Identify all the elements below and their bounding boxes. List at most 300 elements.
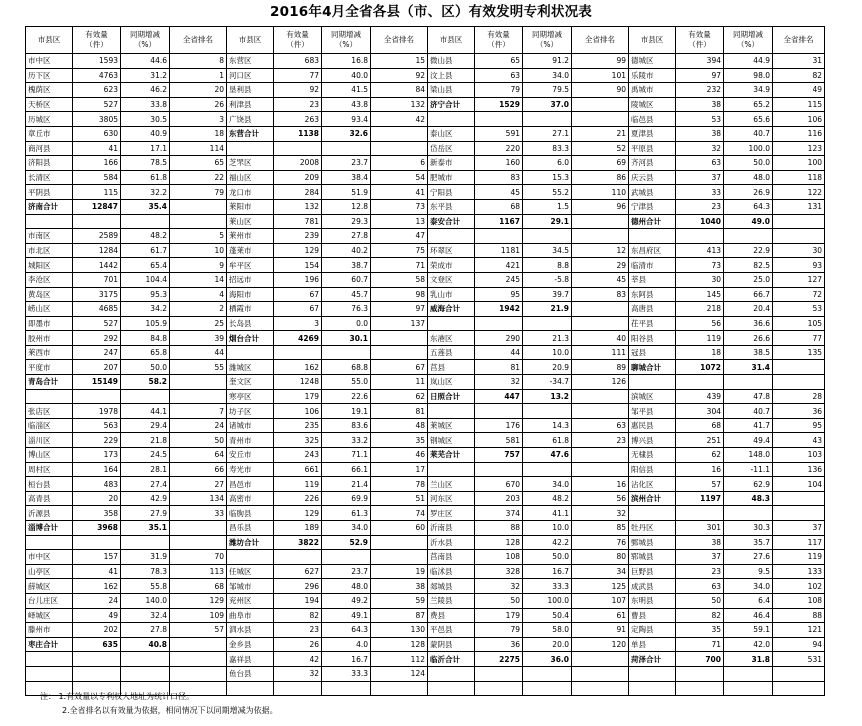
yoy-change: 44.1	[121, 404, 170, 419]
yoy-change: 140.0	[121, 593, 170, 608]
yoy-change: 40.9	[121, 126, 170, 141]
province-rank: 103	[773, 448, 825, 463]
province-rank: 70	[170, 550, 227, 565]
yoy-change: 16.7	[322, 652, 371, 667]
county-name: 莱芜合计	[428, 448, 475, 463]
valid-count: 683	[274, 54, 322, 69]
province-rank: 99	[572, 54, 629, 69]
valid-count: 82	[274, 608, 322, 623]
county-name: 奎文区	[227, 375, 274, 390]
county-name	[629, 229, 676, 244]
table-row	[26, 360, 825, 375]
yoy-change: 93.4	[322, 112, 371, 127]
county-name	[629, 375, 676, 390]
county-name: 市北区	[26, 243, 73, 258]
yoy-change: 105.9	[121, 316, 170, 331]
valid-count: 95	[475, 287, 523, 302]
valid-count: 62	[676, 448, 724, 463]
table-row	[26, 287, 825, 302]
yoy-change: 79.5	[523, 83, 572, 98]
table-row	[26, 185, 825, 200]
valid-count: 301	[676, 521, 724, 536]
column-header: 市县区	[227, 27, 274, 54]
yoy-change: 50.0	[121, 360, 170, 375]
valid-count: 226	[274, 491, 322, 506]
valid-count: 37	[676, 170, 724, 185]
valid-count: 229	[73, 433, 121, 448]
valid-count: 82	[676, 608, 724, 623]
valid-count: 179	[475, 608, 523, 623]
province-rank	[371, 141, 428, 156]
county-name: 泰安合计	[428, 214, 475, 229]
yoy-change: 83.3	[523, 141, 572, 156]
county-name: 茌平县	[629, 316, 676, 331]
yoy-change: 29.4	[121, 418, 170, 433]
county-name	[428, 681, 475, 696]
province-rank: 33	[170, 506, 227, 521]
column-header: 同期增减 （%）	[322, 27, 371, 54]
table-row	[26, 608, 825, 623]
yoy-change: 30.5	[121, 112, 170, 127]
county-name: 诸城市	[227, 418, 274, 433]
province-rank: 106	[773, 112, 825, 127]
page-title: 2016年4月全省各县（市、区）有效发明专利状况表	[270, 4, 592, 20]
county-name: 禹城市	[629, 83, 676, 98]
yoy-change: 23.7	[322, 156, 371, 171]
table-row	[26, 214, 825, 229]
county-name: 陵城区	[629, 97, 676, 112]
county-name: 市中区	[26, 550, 73, 565]
yoy-change: 44.6	[121, 54, 170, 69]
yoy-change: 98.0	[724, 68, 773, 83]
valid-count	[475, 462, 523, 477]
county-name: 蓬莱市	[227, 243, 274, 258]
yoy-change: 29.1	[523, 214, 572, 229]
note-2: 2.全省排名以有效量为依据，相同情况下以同期增减为依据。	[62, 706, 278, 715]
county-name: 夏津县	[629, 126, 676, 141]
valid-count: 92	[274, 83, 322, 98]
yoy-change: 49.2	[322, 593, 371, 608]
county-name: 广饶县	[227, 112, 274, 127]
county-name: 平邑县	[428, 623, 475, 638]
province-rank: 65	[170, 156, 227, 171]
county-name	[428, 316, 475, 331]
county-name: 济阳县	[26, 156, 73, 171]
province-rank: 23	[572, 433, 629, 448]
county-name	[428, 404, 475, 419]
county-name	[428, 229, 475, 244]
county-name: 峄城区	[26, 608, 73, 623]
county-name: 山亭区	[26, 564, 73, 579]
yoy-change: 27.6	[724, 550, 773, 565]
table-row	[26, 97, 825, 112]
county-name: 东昌府区	[629, 243, 676, 258]
province-rank: 129	[170, 593, 227, 608]
table-row	[26, 462, 825, 477]
province-rank	[572, 448, 629, 463]
county-name: 临清市	[629, 258, 676, 273]
valid-count: 41	[73, 564, 121, 579]
table-row	[26, 535, 825, 550]
province-rank: 31	[773, 54, 825, 69]
province-rank: 32	[572, 506, 629, 521]
valid-count: 38	[676, 535, 724, 550]
province-rank: 80	[572, 550, 629, 565]
valid-count: 35	[676, 623, 724, 638]
county-name: 槐荫区	[26, 83, 73, 98]
county-name: 崂山区	[26, 302, 73, 317]
valid-count	[73, 535, 121, 550]
province-rank: 73	[371, 199, 428, 214]
yoy-change: 21.9	[523, 302, 572, 317]
table-row	[26, 199, 825, 214]
valid-count: 284	[274, 185, 322, 200]
yoy-change: 22.6	[322, 389, 371, 404]
county-name: 青州市	[227, 433, 274, 448]
table-row	[26, 141, 825, 156]
yoy-change: 68.8	[322, 360, 371, 375]
yoy-change: 61.7	[121, 243, 170, 258]
valid-count: 232	[676, 83, 724, 98]
yoy-change: 76.3	[322, 302, 371, 317]
province-rank: 60	[371, 521, 428, 536]
yoy-change: 47.6	[523, 448, 572, 463]
province-rank: 62	[371, 389, 428, 404]
county-name: 枣庄合计	[26, 637, 73, 652]
province-rank	[170, 199, 227, 214]
yoy-change	[523, 462, 572, 477]
province-rank: 37	[773, 521, 825, 536]
valid-count: 162	[274, 360, 322, 375]
county-name: 阳谷县	[629, 331, 676, 346]
county-name: 商河县	[26, 141, 73, 156]
county-name	[629, 506, 676, 521]
province-rank	[773, 666, 825, 681]
valid-count: 563	[73, 418, 121, 433]
table-row	[26, 623, 825, 638]
yoy-change: 61.8	[523, 433, 572, 448]
province-rank: 6	[371, 156, 428, 171]
yoy-change: 41.1	[523, 506, 572, 521]
county-name: 临沂合计	[428, 652, 475, 667]
valid-count: 164	[73, 462, 121, 477]
yoy-change: 34.2	[121, 302, 170, 317]
county-name: 高唐县	[629, 302, 676, 317]
county-name: 牟平区	[227, 258, 274, 273]
county-name: 芝罘区	[227, 156, 274, 171]
yoy-change	[121, 535, 170, 550]
province-rank: 86	[572, 170, 629, 185]
province-rank: 47	[371, 229, 428, 244]
valid-count	[274, 550, 322, 565]
county-name: 利津县	[227, 97, 274, 112]
county-name: 滨州合计	[629, 491, 676, 506]
county-name: 栖霞市	[227, 302, 274, 317]
yoy-change: 65.6	[724, 112, 773, 127]
valid-count: 23	[274, 97, 322, 112]
yoy-change: 33.8	[121, 97, 170, 112]
province-rank: 132	[371, 97, 428, 112]
valid-count: 132	[274, 199, 322, 214]
valid-count: 196	[274, 272, 322, 287]
valid-count: 106	[274, 404, 322, 419]
valid-count: 157	[73, 550, 121, 565]
yoy-change: 32.4	[121, 608, 170, 623]
province-rank	[170, 652, 227, 667]
county-name: 薛城区	[26, 579, 73, 594]
province-rank: 4	[170, 287, 227, 302]
valid-count: 2008	[274, 156, 322, 171]
province-rank	[572, 316, 629, 331]
valid-count: 119	[274, 477, 322, 492]
table-row	[26, 302, 825, 317]
column-header: 市县区	[26, 27, 73, 54]
province-rank: 77	[773, 331, 825, 346]
province-rank: 88	[773, 608, 825, 623]
province-rank: 46	[371, 448, 428, 463]
valid-count: 3822	[274, 535, 322, 550]
province-rank	[170, 214, 227, 229]
valid-count: 173	[73, 448, 121, 463]
county-name: 东港区	[428, 331, 475, 346]
valid-count	[475, 681, 523, 696]
valid-count: 115	[73, 185, 121, 200]
yoy-change: 66.7	[724, 287, 773, 302]
valid-count: 1942	[475, 302, 523, 317]
county-name: 宁津县	[629, 199, 676, 214]
province-rank: 120	[572, 637, 629, 652]
yoy-change: 17.1	[121, 141, 170, 156]
valid-count: 67	[274, 287, 322, 302]
county-name: 罗庄区	[428, 506, 475, 521]
yoy-change: 19.1	[322, 404, 371, 419]
table-row	[26, 345, 825, 360]
column-header: 全省排名	[572, 27, 629, 54]
valid-count: 81	[475, 360, 523, 375]
province-rank	[170, 375, 227, 390]
valid-count: 202	[73, 623, 121, 638]
valid-count: 23	[274, 623, 322, 638]
valid-count: 4763	[73, 68, 121, 83]
table-row	[26, 593, 825, 608]
county-name: 历城区	[26, 112, 73, 127]
province-rank: 100	[773, 156, 825, 171]
province-rank	[773, 375, 825, 390]
valid-count: 701	[73, 272, 121, 287]
yoy-change: 21.3	[523, 331, 572, 346]
county-name: 冠县	[629, 345, 676, 360]
yoy-change: 34.0	[523, 68, 572, 83]
province-rank: 7	[170, 404, 227, 419]
valid-count: 32	[475, 375, 523, 390]
county-name: 寒亭区	[227, 389, 274, 404]
county-name: 莱城区	[428, 418, 475, 433]
valid-count: 24	[73, 593, 121, 608]
yoy-change: 40.7	[724, 404, 773, 419]
yoy-change: 1.5	[523, 199, 572, 214]
province-rank: 113	[170, 564, 227, 579]
valid-count: 235	[274, 418, 322, 433]
county-name: 钢城区	[428, 433, 475, 448]
county-name: 巨野县	[629, 564, 676, 579]
yoy-change: 24.5	[121, 448, 170, 463]
province-rank: 78	[371, 477, 428, 492]
yoy-change: 59.1	[724, 623, 773, 638]
county-name: 临淄区	[26, 418, 73, 433]
table-row	[26, 243, 825, 258]
yoy-change	[724, 375, 773, 390]
valid-count: 44	[475, 345, 523, 360]
valid-count: 71	[676, 637, 724, 652]
yoy-change: 31.9	[121, 550, 170, 565]
valid-count: 635	[73, 637, 121, 652]
county-name: 胶州市	[26, 331, 73, 346]
county-name: 蒙阴县	[428, 637, 475, 652]
province-rank: 27	[170, 477, 227, 492]
valid-count	[676, 229, 724, 244]
valid-count: 53	[676, 112, 724, 127]
yoy-change: 52.9	[322, 535, 371, 550]
province-rank: 9	[170, 258, 227, 273]
valid-count: 421	[475, 258, 523, 273]
table-row	[26, 258, 825, 273]
province-rank	[371, 345, 428, 360]
valid-count: 79	[475, 83, 523, 98]
county-name: 泗水县	[227, 623, 274, 638]
county-name: 定陶县	[629, 623, 676, 638]
yoy-change: 25.0	[724, 272, 773, 287]
yoy-change: 26.9	[724, 185, 773, 200]
county-name: 高青县	[26, 491, 73, 506]
valid-count: 166	[73, 156, 121, 171]
county-name: 聊城合计	[629, 360, 676, 375]
yoy-change: 6.0	[523, 156, 572, 171]
table-row	[26, 375, 825, 390]
province-rank	[572, 97, 629, 112]
valid-count: 189	[274, 521, 322, 536]
valid-count: 670	[475, 477, 523, 492]
valid-count	[274, 345, 322, 360]
valid-count: 33	[676, 185, 724, 200]
yoy-change: 28.1	[121, 462, 170, 477]
valid-count: 1978	[73, 404, 121, 419]
county-name: 德州合计	[629, 214, 676, 229]
province-rank: 58	[371, 272, 428, 287]
valid-count	[274, 681, 322, 696]
province-rank: 109	[170, 608, 227, 623]
valid-count: 483	[73, 477, 121, 492]
yoy-change: 4.0	[322, 637, 371, 652]
valid-count: 145	[676, 287, 724, 302]
valid-count: 1072	[676, 360, 724, 375]
valid-count	[73, 389, 121, 404]
column-header: 市县区	[428, 27, 475, 54]
county-name: 曹县	[629, 608, 676, 623]
valid-count: 239	[274, 229, 322, 244]
yoy-change: 83.6	[322, 418, 371, 433]
yoy-change	[523, 316, 572, 331]
province-rank: 52	[572, 141, 629, 156]
province-rank: 3	[170, 112, 227, 127]
valid-count: 37	[676, 550, 724, 565]
yoy-change: 40.8	[121, 637, 170, 652]
yoy-change	[724, 681, 773, 696]
table-row	[26, 666, 825, 681]
county-name: 章丘市	[26, 126, 73, 141]
province-rank	[572, 652, 629, 667]
yoy-change	[523, 404, 572, 419]
yoy-change: 46.4	[724, 608, 773, 623]
county-name: 菏泽合计	[629, 652, 676, 667]
province-rank: 64	[170, 448, 227, 463]
yoy-change: 78.3	[121, 564, 170, 579]
county-name: 嘉祥县	[227, 652, 274, 667]
province-rank: 110	[572, 185, 629, 200]
yoy-change: 44.9	[724, 54, 773, 69]
county-name	[26, 535, 73, 550]
yoy-change: 27.8	[322, 229, 371, 244]
county-name: 沂水县	[428, 535, 475, 550]
yoy-change: -11.1	[724, 462, 773, 477]
yoy-change	[523, 229, 572, 244]
county-name: 高密市	[227, 491, 274, 506]
yoy-change: 22.9	[724, 243, 773, 258]
county-name: 梁山县	[428, 83, 475, 98]
county-name: 博山区	[26, 448, 73, 463]
province-rank: 8	[170, 54, 227, 69]
valid-count: 1593	[73, 54, 121, 69]
province-rank	[773, 360, 825, 375]
province-rank: 11	[371, 375, 428, 390]
county-name: 坊子区	[227, 404, 274, 419]
county-name: 招远市	[227, 272, 274, 287]
table-row	[26, 521, 825, 536]
province-rank: 24	[170, 418, 227, 433]
province-rank: 13	[371, 214, 428, 229]
valid-count: 41	[73, 141, 121, 156]
valid-count: 42	[274, 652, 322, 667]
table-row	[26, 229, 825, 244]
table-row	[26, 564, 825, 579]
county-name: 沾化区	[629, 477, 676, 492]
province-rank: 72	[773, 287, 825, 302]
county-name: 邹城市	[227, 579, 274, 594]
province-rank: 22	[170, 170, 227, 185]
county-name: 淄川区	[26, 433, 73, 448]
province-rank: 38	[371, 579, 428, 594]
county-name: 平原县	[629, 141, 676, 156]
county-name: 任城区	[227, 564, 274, 579]
yoy-change: 47.8	[724, 389, 773, 404]
county-name: 济南合计	[26, 199, 73, 214]
county-name: 博兴县	[629, 433, 676, 448]
yoy-change	[724, 666, 773, 681]
valid-count	[676, 681, 724, 696]
valid-count: 439	[676, 389, 724, 404]
table-row	[26, 404, 825, 419]
county-name: 潍城区	[227, 360, 274, 375]
valid-count: 1284	[73, 243, 121, 258]
yoy-change: 32.2	[121, 185, 170, 200]
notes	[40, 690, 278, 718]
province-rank: 10	[170, 243, 227, 258]
province-rank	[773, 506, 825, 521]
county-name: 平度市	[26, 360, 73, 375]
county-name: 日照合计	[428, 389, 475, 404]
valid-count: 97	[676, 68, 724, 83]
valid-count: 243	[274, 448, 322, 463]
valid-count: 1181	[475, 243, 523, 258]
